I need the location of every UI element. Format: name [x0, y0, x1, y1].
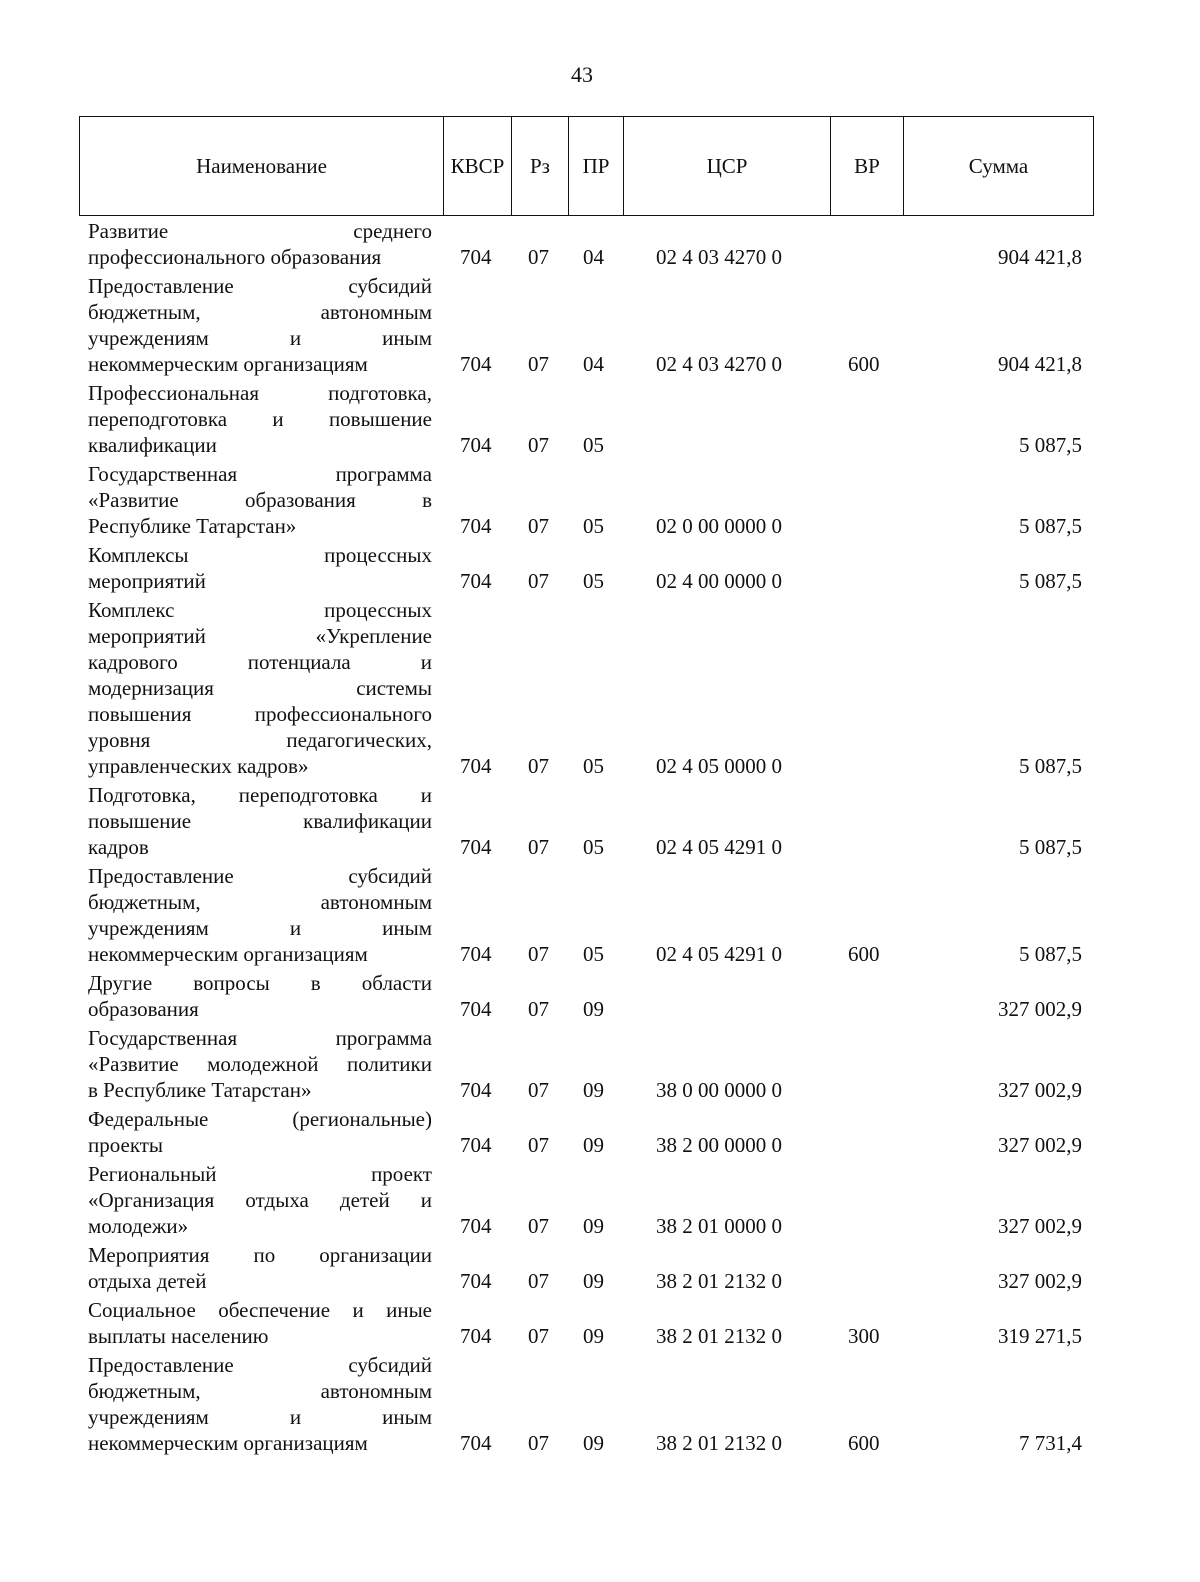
table-row	[0, 863, 1200, 967]
row-vr: 600	[848, 1431, 880, 1455]
row-csr: 02 0 00 0000 0	[656, 514, 782, 538]
row-kvsr: 704	[460, 997, 492, 1021]
row-name-line: Комплекс процессных	[88, 598, 432, 622]
row-name-line: Подготовка, переподготовка и	[88, 783, 432, 807]
row-pr: 04	[583, 352, 604, 376]
row-name-line: «Организация отдыха детей и	[88, 1188, 432, 1212]
table-row	[0, 380, 1200, 458]
table-row	[0, 461, 1200, 539]
row-name-line: Предоставление субсидий	[88, 1353, 432, 1377]
row-sum: 5 087,5	[1019, 514, 1082, 538]
row-name-line: Региональный проект	[88, 1162, 432, 1186]
row-sum: 7 731,4	[1019, 1431, 1082, 1455]
row-pr: 09	[583, 1431, 604, 1455]
row-csr: 02 4 05 4291 0	[656, 942, 782, 966]
row-name-line: Другие вопросы в области	[88, 971, 432, 995]
row-kvsr: 704	[460, 942, 492, 966]
row-name-line: кадров	[88, 835, 149, 859]
row-pr: 09	[583, 997, 604, 1021]
row-name-line: Предоставление субсидий	[88, 274, 432, 298]
row-rz: 07	[528, 1133, 549, 1157]
row-sum: 5 087,5	[1019, 835, 1082, 859]
row-name-line: кадрового потенциала и	[88, 650, 432, 674]
row-pr: 05	[583, 835, 604, 859]
row-name-line: проекты	[88, 1133, 164, 1157]
row-sum: 5 087,5	[1019, 942, 1082, 966]
row-name	[88, 1161, 432, 1239]
row-csr: 38 2 01 2132 0	[656, 1431, 782, 1455]
row-pr: 05	[583, 942, 604, 966]
row-pr: 09	[583, 1324, 604, 1348]
row-csr: 02 4 05 0000 0	[656, 754, 782, 778]
table-row	[0, 1161, 1200, 1239]
row-name-line: мероприятий	[88, 569, 206, 593]
row-rz: 07	[528, 433, 549, 457]
row-csr: 38 2 01 0000 0	[656, 1214, 782, 1238]
row-pr: 04	[583, 245, 604, 269]
row-name-line: учреждениям и иным	[88, 326, 432, 350]
row-name-line: образования	[88, 997, 199, 1021]
row-rz: 07	[528, 245, 549, 269]
row-rz: 07	[528, 514, 549, 538]
row-kvsr: 704	[460, 1431, 492, 1455]
row-name-line: мероприятий «Укрепление	[88, 624, 432, 648]
row-name-line: модернизация системы	[88, 676, 432, 700]
row-sum: 5 087,5	[1019, 569, 1082, 593]
row-sum: 5 087,5	[1019, 433, 1082, 457]
row-name-line: квалификации	[88, 433, 217, 457]
row-sum: 327 002,9	[998, 1078, 1082, 1102]
row-name	[88, 218, 432, 270]
row-name-line: в Республике Татарстан»	[88, 1078, 312, 1102]
row-kvsr: 704	[460, 245, 492, 269]
row-sum: 904 421,8	[998, 245, 1082, 269]
row-rz: 07	[528, 352, 549, 376]
row-rz: 07	[528, 1214, 549, 1238]
row-rz: 07	[528, 1078, 549, 1102]
row-name-line: некоммерческим организациям	[88, 942, 368, 966]
page-number: 43	[571, 62, 593, 87]
row-name	[88, 542, 432, 594]
row-name	[88, 863, 432, 967]
row-name-line: учреждениям и иным	[88, 1405, 432, 1429]
row-name-line: «Развитие молодежной политики	[88, 1052, 432, 1076]
header-rz: Рз	[512, 117, 569, 215]
row-name-line: бюджетным, автономным	[88, 300, 432, 324]
row-vr: 600	[848, 942, 880, 966]
row-sum: 327 002,9	[998, 1133, 1082, 1157]
row-rz: 07	[528, 754, 549, 778]
table-row	[0, 1106, 1200, 1158]
row-csr: 02 4 03 4270 0	[656, 352, 782, 376]
table-row	[0, 1242, 1200, 1294]
row-name	[88, 1297, 432, 1349]
row-kvsr: 704	[460, 835, 492, 859]
row-kvsr: 704	[460, 352, 492, 376]
header-kvsr: КВСР	[444, 117, 512, 215]
row-name-line: повышения профессионального	[88, 702, 432, 726]
row-name	[88, 782, 432, 860]
header-csr: ЦСР	[624, 117, 831, 215]
row-csr: 38 2 00 0000 0	[656, 1133, 782, 1157]
row-name-line: повышение квалификации	[88, 809, 432, 833]
row-pr: 09	[583, 1078, 604, 1102]
row-name-line: Комплексы процессных	[88, 543, 432, 567]
row-kvsr: 704	[460, 1133, 492, 1157]
row-name-line: Государственная программа	[88, 462, 432, 486]
row-name	[88, 461, 432, 539]
row-sum: 904 421,8	[998, 352, 1082, 376]
table-row	[0, 1297, 1200, 1349]
row-name	[88, 1106, 432, 1158]
table-header	[79, 116, 1094, 216]
table-row	[0, 1352, 1200, 1456]
header-pr: ПР	[569, 117, 624, 215]
row-pr: 05	[583, 569, 604, 593]
row-sum: 319 271,5	[998, 1324, 1082, 1348]
row-csr: 02 4 00 0000 0	[656, 569, 782, 593]
row-name	[88, 1242, 432, 1294]
row-name-line: выплаты населению	[88, 1324, 269, 1348]
row-csr: 38 2 01 2132 0	[656, 1269, 782, 1293]
row-rz: 07	[528, 569, 549, 593]
row-csr: 38 2 01 2132 0	[656, 1324, 782, 1348]
row-sum: 327 002,9	[998, 997, 1082, 1021]
row-name-line: бюджетным, автономным	[88, 1379, 432, 1403]
row-kvsr: 704	[460, 1214, 492, 1238]
row-sum: 5 087,5	[1019, 754, 1082, 778]
row-kvsr: 704	[460, 433, 492, 457]
row-sum: 327 002,9	[998, 1269, 1082, 1293]
row-name-line: Развитие среднего	[88, 219, 432, 243]
row-kvsr: 704	[460, 1078, 492, 1102]
row-pr: 05	[583, 514, 604, 538]
row-csr: 38 0 00 0000 0	[656, 1078, 782, 1102]
table-row	[0, 1025, 1200, 1103]
row-name-line: уровня педагогических,	[88, 728, 432, 752]
table-row	[0, 542, 1200, 594]
row-name	[88, 273, 432, 377]
row-vr: 600	[848, 352, 880, 376]
row-name-line: учреждениям и иным	[88, 916, 432, 940]
row-rz: 07	[528, 997, 549, 1021]
row-name-line: Профессиональная подготовка,	[88, 381, 432, 405]
table-row	[0, 782, 1200, 860]
row-kvsr: 704	[460, 569, 492, 593]
row-name-line: профессионального образования	[88, 245, 382, 269]
row-name	[88, 970, 432, 1022]
row-kvsr: 704	[460, 514, 492, 538]
table-row	[0, 597, 1200, 779]
row-rz: 07	[528, 1269, 549, 1293]
row-pr: 09	[583, 1214, 604, 1238]
row-name-line: Государственная программа	[88, 1026, 432, 1050]
row-name-line: некоммерческим организациям	[88, 352, 368, 376]
header-name: Наименование	[80, 117, 444, 215]
header-sum: Сумма	[968, 153, 1029, 178]
row-name-line: «Развитие образования в	[88, 488, 432, 512]
row-name-line: Мероприятия по организации	[88, 1243, 432, 1267]
row-name-line: переподготовка и повышение	[88, 407, 432, 431]
row-pr: 09	[583, 1269, 604, 1293]
row-kvsr: 704	[460, 1269, 492, 1293]
row-rz: 07	[528, 835, 549, 859]
row-pr: 05	[583, 754, 604, 778]
row-pr: 05	[583, 433, 604, 457]
row-name-line: отдыха детей	[88, 1269, 207, 1293]
row-name-line: управленческих кадров»	[88, 754, 309, 778]
header-vr: ВР	[831, 117, 904, 215]
row-name-line: Республике Татарстан»	[88, 514, 297, 538]
row-sum: 327 002,9	[998, 1214, 1082, 1238]
row-name	[88, 380, 432, 458]
row-name-line: Социальное обеспечение и иные	[88, 1298, 432, 1322]
row-rz: 07	[528, 1431, 549, 1455]
row-name	[88, 597, 432, 779]
row-name-line: Предоставление субсидий	[88, 864, 432, 888]
row-kvsr: 704	[460, 754, 492, 778]
row-name-line: Федеральные (региональные)	[88, 1107, 432, 1131]
row-vr: 300	[848, 1324, 880, 1348]
row-rz: 07	[528, 942, 549, 966]
row-csr: 02 4 03 4270 0	[656, 245, 782, 269]
row-name-line: бюджетным, автономным	[88, 890, 432, 914]
row-name-line: некоммерческим организациям	[88, 1431, 368, 1455]
table-row	[0, 970, 1200, 1022]
table-row	[0, 218, 1200, 270]
row-name	[88, 1352, 432, 1456]
row-name	[88, 1025, 432, 1103]
row-csr: 02 4 05 4291 0	[656, 835, 782, 859]
table-row	[0, 273, 1200, 377]
row-pr: 09	[583, 1133, 604, 1157]
row-kvsr: 704	[460, 1324, 492, 1348]
row-name-line: молодежи»	[88, 1214, 189, 1238]
row-rz: 07	[528, 1324, 549, 1348]
